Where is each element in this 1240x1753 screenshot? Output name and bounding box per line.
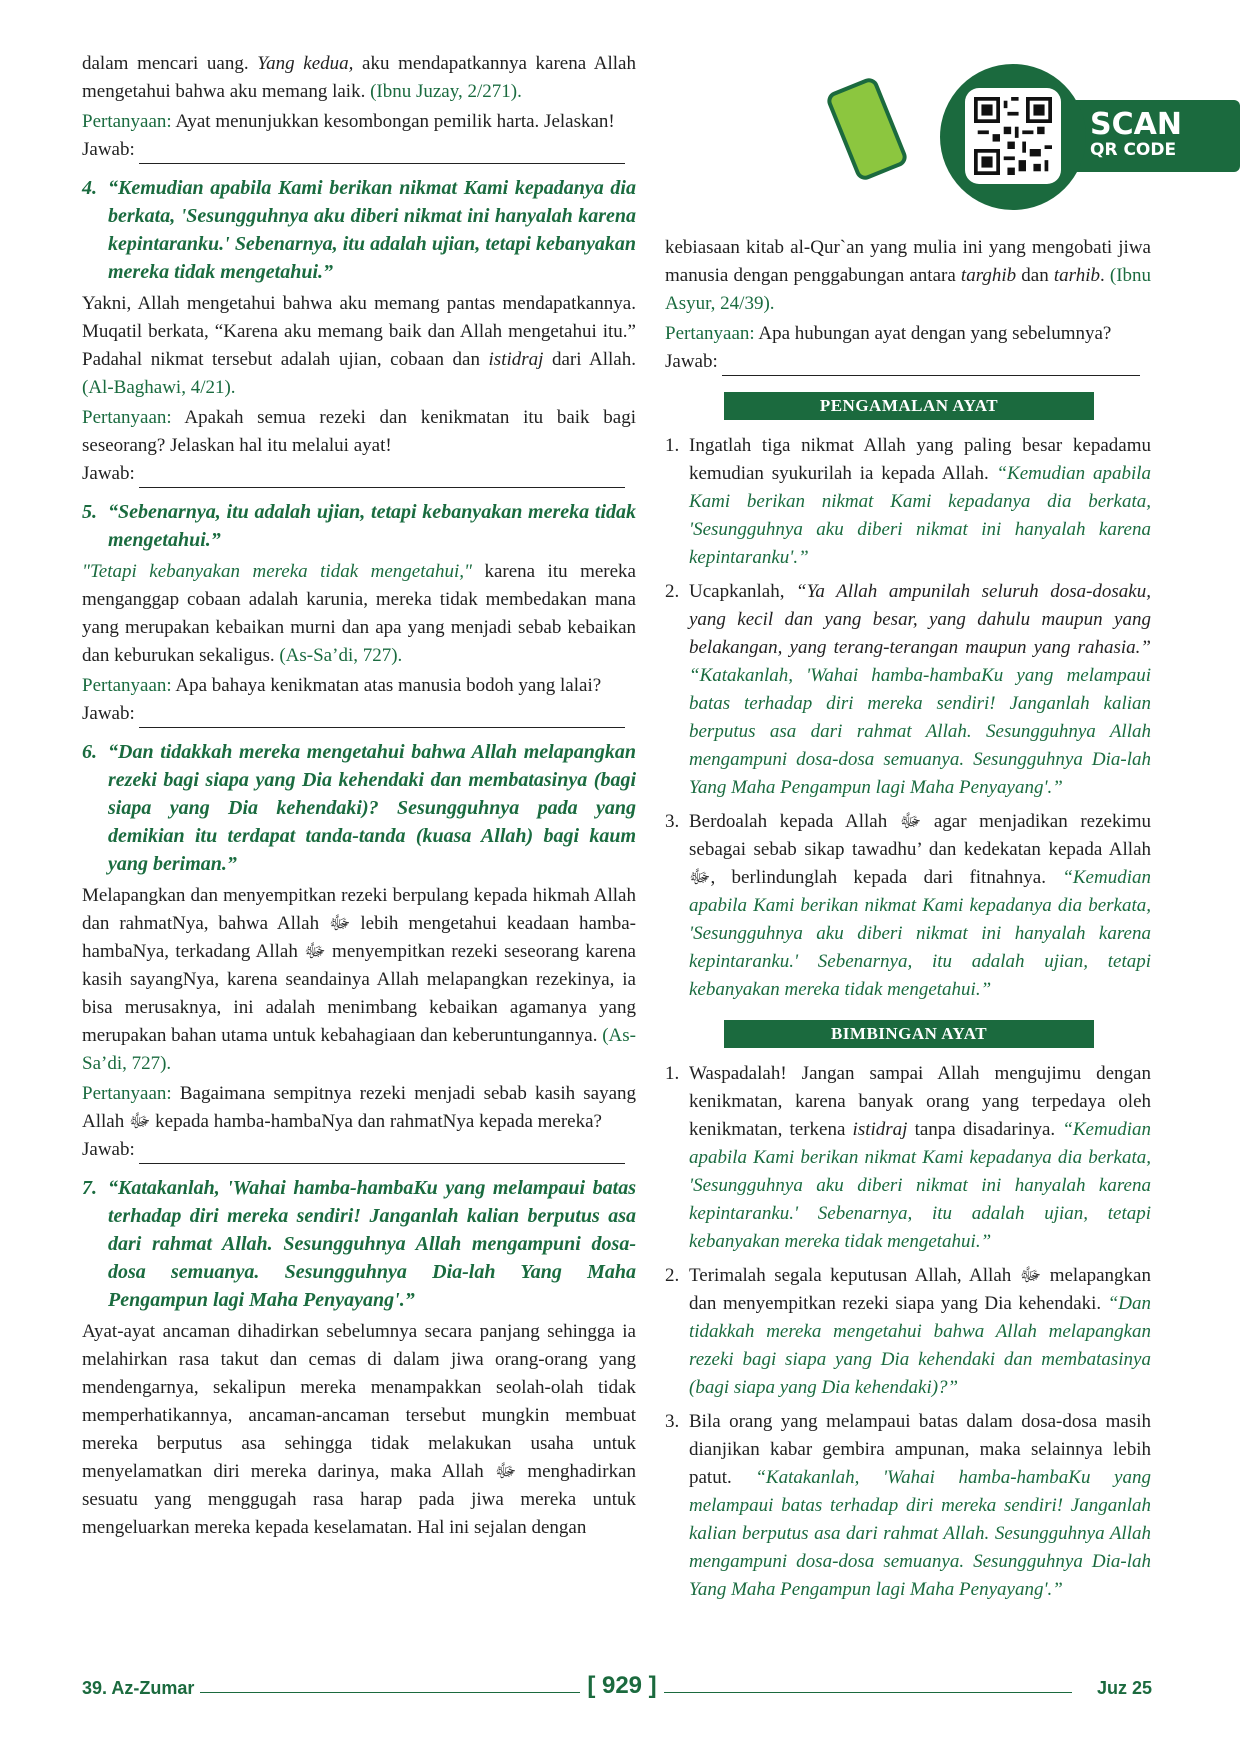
footer-rule bbox=[664, 1692, 1072, 1693]
qr-code-icon[interactable] bbox=[974, 97, 1052, 175]
footer-rule bbox=[200, 1692, 580, 1693]
section-heading-pengamalan: PENGAMALAN AYAT bbox=[724, 392, 1094, 420]
question: Pertanyaan: Apakah semua rezeki dan kenikmatan itu baik bagi seseorang? Jelaskan hal itu melalui ayat! bbox=[82, 407, 636, 456]
list-item: 1. Ingatlah tiga nikmat Allah yang paling besar kepadamu kemudian syukurilah ia kepada Allah. “Kemudian apabila Kami berikan nikmat Kami kepadanya dia berkata, 'Sesungguhnya aku diberi nikmat ini hanyalah karena kepintaranku'.” bbox=[665, 435, 1151, 568]
verse-4: 4. “Kemudian apabila Kami berikan nikmat Kami kepadanya dia berkata, 'Sesungguhnya aku diberi nikmat ini hanyalah karena kepintaranku.' Sebenarnya, itu adalah ujian, tetapi kebanyakan mereka tidak mengetahui.” bbox=[82, 177, 636, 283]
scan-title: SCAN bbox=[1090, 107, 1182, 142]
scan-subtitle: QR CODE bbox=[1090, 140, 1177, 160]
answer-field[interactable]: Jawab: bbox=[82, 460, 636, 488]
paragraph: dalam mencari uang. Yang kedua, aku mendapatkannya karena Allah mengetahui bahwa aku memang laik. (Ibnu Juzay, 2/271). bbox=[82, 53, 636, 102]
list-item: 3. Bila orang yang melampaui batas dalam dosa-dosa masih dianjikan kabar gembira ampunan, maka selainnya lebih patut. “Katakanlah, 'Wahai hamba-hambaKu yang melampaui batas terhadap diri mereka sendiri! Janganlah kalian berputus asa dari rahmat Allah. Sesungguhnya Allah mengampuni dosa-dosa semuanya. Sesungguhnya Dia-lah Yang Maha Pengampun lagi Maha Penyayang'.” bbox=[665, 1411, 1151, 1600]
paragraph: Ayat-ayat ancaman dihadirkan sebelumnya secara panjang sehingga ia melahirkan rasa takut dan cemas di dalam jiwa orang-orang yang mendengarnya, sekalipun mereka menampakkan seolah-olah tidak memperhatikannya, ancaman-ancaman tersebut mungkin membuat mereka berputus asa sehingga tidak melakukan usaha untuk menyelamatkan diri mereka darinya, maka Allah ﷻ menghadirkan sesuatu yang menggugah rasa harap pada jiwa mereka untuk mengeluarkan mereka kepada keselamatan. Hal ini sejalan dengan bbox=[82, 1321, 637, 1538]
page-number: [ 929 ] bbox=[587, 1672, 657, 1699]
verse-7: 7. “Katakanlah, 'Wahai hamba-hambaKu yang melampaui batas terhadap diri mereka sendiri! Janganlah kalian berputus asa dari rahmat Allah. Sesungguhnya Allah mengampuni dosa-dosa semuanya. Sesungguhnya Dia-lah Yang Maha Pengampun lagi Maha Penyayang'.” bbox=[82, 1177, 636, 1311]
phone-icon bbox=[824, 75, 909, 182]
list-item: 2. Terimalah segala keputusan Allah, Allah ﷻ melapangkan dan menyempitkan rezeki siapa yang Dia kehendaki. “Dan tidakkah mereka mengetahui bahwa Allah melapangkan rezeki bagi siapa yang Dia kehendaki dan membatasinya (bagi siapa yang Dia kehendaki)?” bbox=[665, 1265, 1151, 1398]
juz-label: Juz 25 bbox=[1096, 1678, 1152, 1698]
answer-field[interactable]: Jawab: bbox=[82, 700, 636, 728]
question: Pertanyaan: Ayat menunjukkan kesombongan pemilik harta. Jelaskan! bbox=[82, 111, 615, 132]
paragraph: kebiasaan kitab al-Qur`an yang mulia ini yang mengobati jiwa manusia dengan penggabungan antara targhib dan tarhib. (Ibnu Asyur, 24/39). bbox=[665, 237, 1152, 314]
answer-field[interactable]: Jawab: bbox=[82, 1136, 636, 1164]
verse-5: 5. “Sebenarnya, itu adalah ujian, tetapi kebanyakan mereka tidak mengetahui.” bbox=[82, 501, 636, 551]
answer-field[interactable]: Jawab: bbox=[82, 136, 636, 164]
answer-field[interactable]: Jawab: bbox=[665, 348, 1151, 376]
question: Pertanyaan: Bagaimana sempitnya rezeki menjadi sebab kasih sayang Allah ﷻ kepada hamba-hambaNya dan rahmatNya kepada mereka? bbox=[82, 1083, 636, 1132]
section-heading-bimbingan: BIMBINGAN AYAT bbox=[724, 1020, 1094, 1048]
question: Pertanyaan: Apa bahaya kenikmatan atas manusia bodoh yang lalai? bbox=[82, 675, 602, 696]
question: Pertanyaan: Apa hubungan ayat dengan yang sebelumnya? bbox=[665, 323, 1112, 344]
surah-name: 39. Az-Zumar bbox=[82, 1678, 195, 1698]
verse-6: 6. “Dan tidakkah mereka mengetahui bahwa Allah melapangkan rezeki bagi siapa yang Dia kehendaki dan membatasinya (bagi siapa yang Dia kehendaki)? Sesungguhnya pada yang demikian itu terdapat tanda-tanda (kuasa Allah) bagi kaum yang beriman.” bbox=[82, 741, 636, 875]
left-column bbox=[82, 50, 636, 1544]
pengamalan-list bbox=[665, 432, 1151, 1004]
paragraph: Yakni, Allah mengetahui bahwa aku memang pantas mendapatkannya. Muqatil berkata, “Karena aku memang baik dan Allah mengetahui itu.” Padahal nikmat tersebut adalah ujian, cobaan dan istidraj dari Allah. (Al-Baghawi, 4/21). bbox=[82, 293, 636, 398]
scan-qr-badge[interactable] bbox=[820, 60, 1240, 210]
list-item: 1. Waspadalah! Jangan sampai Allah mengujimu dengan kenikmatan, karena banyak orang yang terpedaya oleh kenikmatan, terkena istidraj tanpa disadarinya. “Kemudian apabila Kami berikan nikmat Kami kepadanya dia berkata, 'Sesungguhnya aku diberi nikmat ini hanyalah karena kepintaranku.' Sebenarnya, itu adalah ujian, tetapi kebanyakan mereka tidak mengetahui.” bbox=[665, 1063, 1151, 1252]
bimbingan-list bbox=[665, 1060, 1151, 1604]
right-column bbox=[665, 234, 1151, 1610]
paragraph: "Tetapi kebanyakan mereka tidak mengetahui," karena itu mereka menganggap cobaan adalah karunia, mereka tidak membedakan mana yang merupakan kebaikan murni dan apa yang menjadi sebab kebaikan dan keburukan sekaligus. (As-Sa’di, 727). bbox=[82, 561, 636, 666]
paragraph: Melapangkan dan menyempitkan rezeki berpulang kepada hikmah Allah dan rahmatNya, bahwa Allah ﷻ lebih mengetahui keadaan hamba-hambaNya, terkadang Allah ﷻ menyempitkan rezeki seseorang karena kasih sayangNya, karena seandainya Allah melapangkan rezekinya, ia bisa merusaknya, ini adalah menimbang kebaikan agamanya yang merupakan bahan utama untuk kebahagiaan dan keberuntungannya. (As-Sa’di, 727). bbox=[82, 885, 636, 1074]
list-item: 3. Berdoalah kepada Allah ﷻ agar menjadikan rezekimu sebagai sebab sikap tawadhu’ dan kedekatan kepada Allah ﷻ, berlindunglah kepada dari fitnahnya. “Kemudian apabila Kami berikan nikmat Kami kepadanya dia berkata, 'Sesungguhnya aku diberi nikmat ini hanyalah karena kepintaranku.' Sebenarnya, itu adalah ujian, tetapi kebanyakan mereka tidak mengetahui.” bbox=[665, 811, 1152, 1000]
page-footer bbox=[82, 1672, 1152, 1712]
list-item: 2. Ucapkanlah, “Ya Allah ampunilah seluruh dosa-dosaku, yang kecil dan yang besar, yang dahulu maupun yang belakangan, yang terang-terangan maupun yang rahasia.” “Katakanlah, 'Wahai hamba-hambaKu yang melampaui batas terhadap diri mereka sendiri! Janganlah kalian berputus asa dari rahmat Allah. Sesungguhnya Allah mengampuni dosa-dosa semuanya. Sesungguhnya Dia-lah Yang Maha Pengampun lagi Maha Penyayang'.” bbox=[665, 581, 1151, 798]
